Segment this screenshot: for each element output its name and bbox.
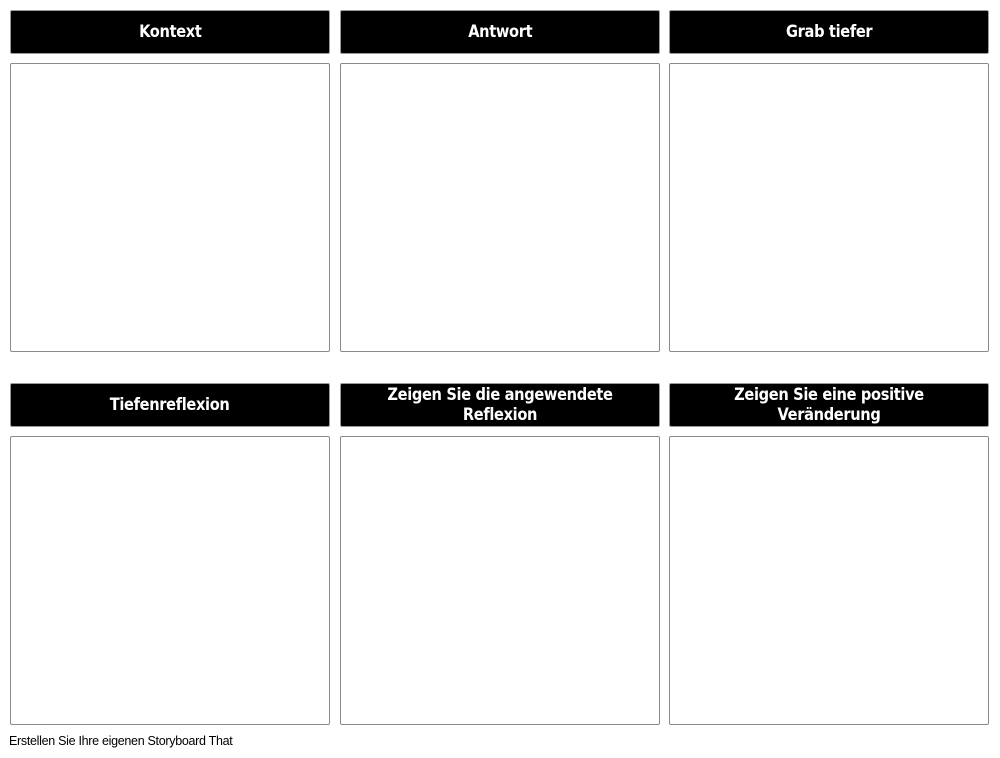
header-title: Zeigen Sie eine positive Veränderung bbox=[734, 385, 924, 425]
column-header-kontext bbox=[10, 10, 330, 54]
storyboard-cell-grab-tiefer[interactable] bbox=[669, 63, 989, 352]
column-header-grab-tiefer bbox=[669, 10, 989, 54]
storyboard-cell-tiefenreflexion[interactable] bbox=[10, 436, 330, 725]
header-title: Antwort bbox=[467, 22, 533, 42]
header-title: Kontext bbox=[138, 22, 202, 42]
storyboard-cell-antwort[interactable] bbox=[340, 63, 660, 352]
storyboard-cell-angewendete-reflexion[interactable] bbox=[340, 436, 660, 725]
storyboard-cell-kontext[interactable] bbox=[10, 63, 330, 352]
column-header-antwort bbox=[340, 10, 660, 54]
footer-credit-link[interactable]: Erstellen Sie Ihre eigenen Storyboard That bbox=[9, 734, 233, 748]
column-header-tiefenreflexion bbox=[10, 383, 330, 427]
header-title: Tiefenreflexion bbox=[110, 395, 230, 415]
storyboard-cell-positive-veraenderung[interactable] bbox=[669, 436, 989, 725]
column-header-positive-veraenderung bbox=[669, 383, 989, 427]
column-header-angewendete-reflexion bbox=[340, 383, 660, 427]
header-title: Grab tiefer bbox=[785, 22, 873, 42]
header-title: Zeigen Sie die angewendete Reflexion bbox=[387, 385, 613, 425]
